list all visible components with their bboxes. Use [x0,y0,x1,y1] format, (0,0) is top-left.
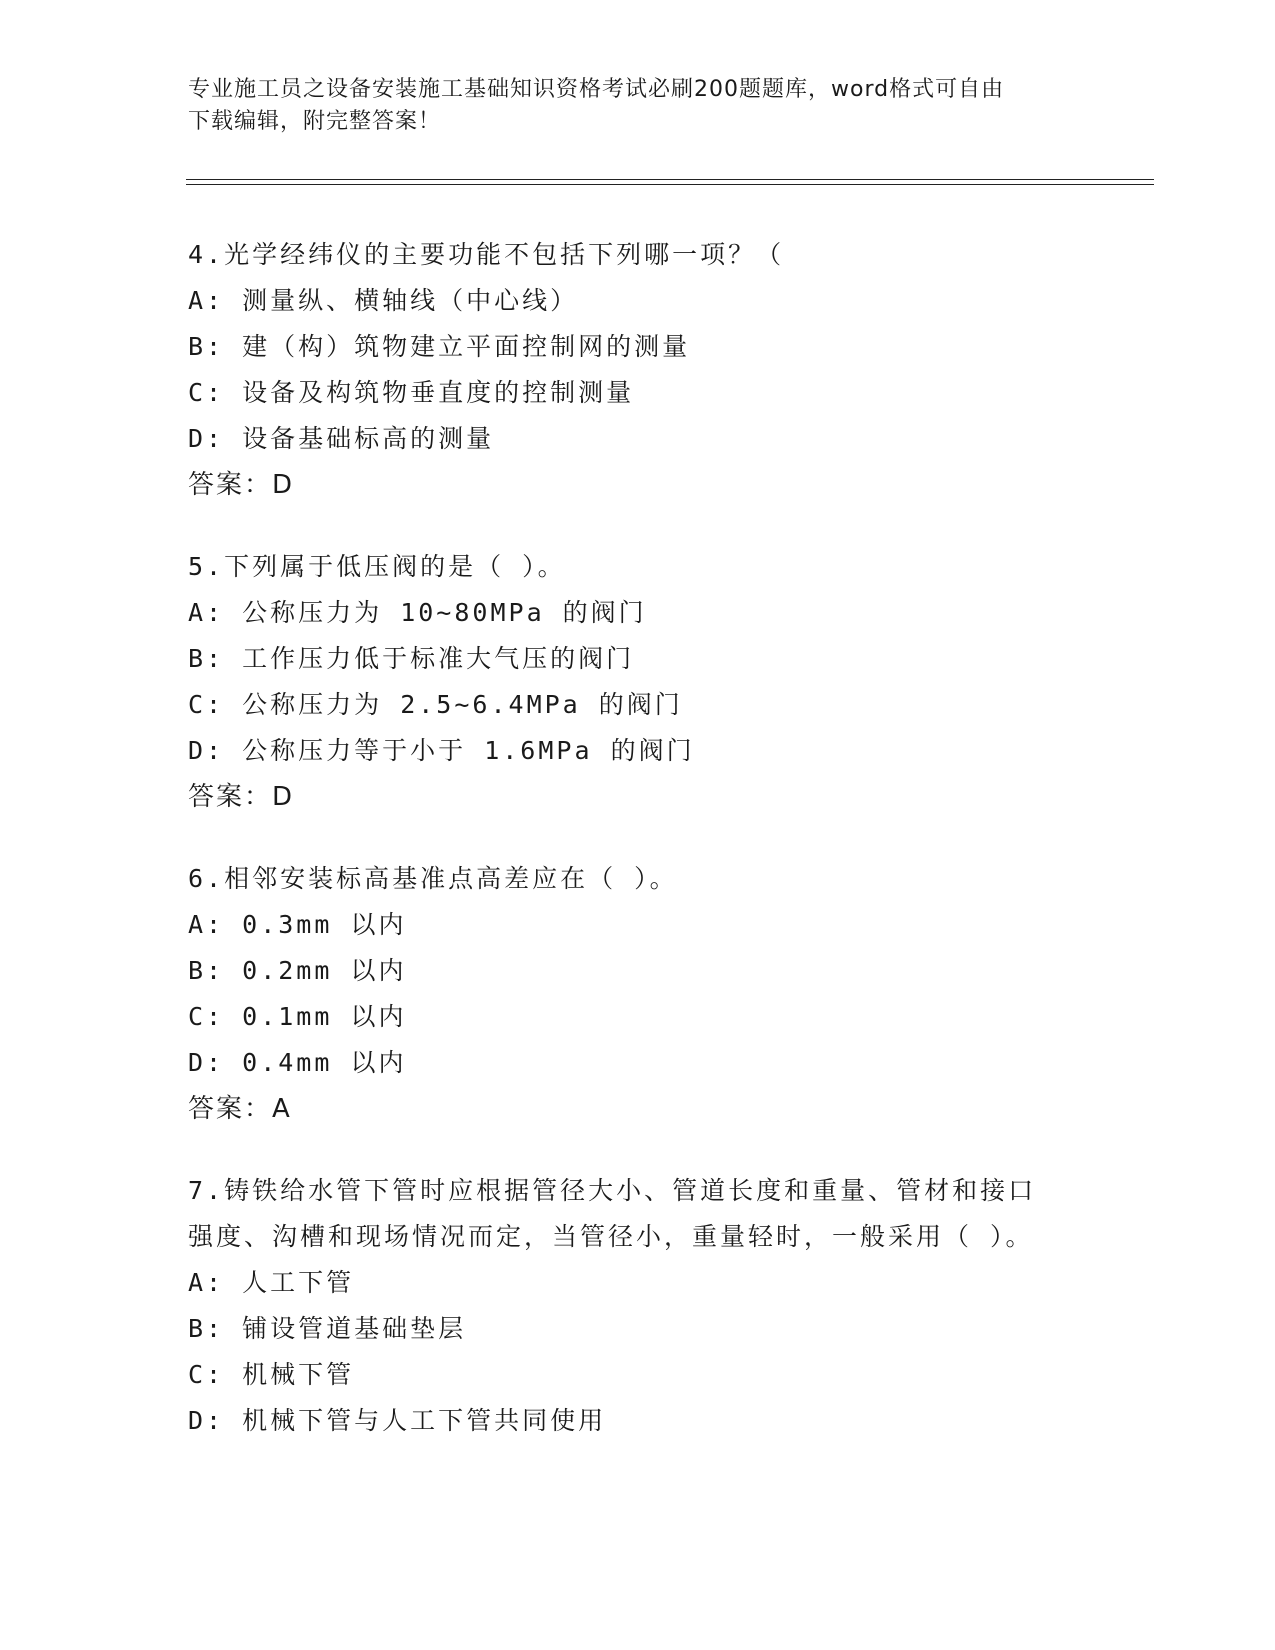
question-stem: 5.下列属于低压阀的是（ ）。 [188,552,566,581]
header-divider-top [186,179,1154,180]
option-b: B: 0.2mm 以内 [188,956,407,985]
header-divider-bottom [186,184,1154,185]
option-a: A: 人工下管 [188,1268,355,1297]
answer-line: 答案：A [188,1094,292,1124]
question-5 [188,544,1088,820]
option-d: D: 设备基础标高的测量 [188,424,495,453]
question-stem: 4.光学经纬仪的主要功能不包括下列哪一项？（ [188,240,785,269]
option-b: B: 工作压力低于标准大气压的阀门 [188,644,635,673]
option-b: B: 铺设管道基础垫层 [188,1314,467,1343]
question-stem-line-2: 强度、沟槽和现场情况而定，当管径小，重量轻时，一般采用（ ）。 [188,1222,1034,1251]
option-b: B: 建（构）筑物建立平面控制网的测量 [188,332,691,361]
document-header [188,74,1088,138]
option-c: C: 公称压力为 2.5~6.4MPa 的阀门 [188,690,683,719]
option-c: C: 机械下管 [188,1360,355,1389]
option-d: D: 公称压力等于小于 1.6MPa 的阀门 [188,736,695,765]
header-line-2: 下载编辑，附完整答案！ [188,109,442,134]
option-a: A: 测量纵、横轴线（中心线） [188,286,579,315]
question-stem: 6.相邻安装标高基准点高差应在（ ）。 [188,864,678,893]
answer-line: 答案：D [188,782,295,812]
header-line-1: 专业施工员之设备安装施工基础知识资格考试必刷200题题库，word格式可自由 [188,77,1005,102]
option-d: D: 0.4mm 以内 [188,1048,407,1077]
question-4 [188,232,1088,508]
option-a: A: 公称压力为 10~80MPa 的阀门 [188,598,647,627]
question-7 [188,1168,1088,1444]
option-c: C: 设备及构筑物垂直度的控制测量 [188,378,635,407]
answer-line: 答案：D [188,470,295,500]
option-a: A: 0.3mm 以内 [188,910,407,939]
question-stem-line-1: 7.铸铁给水管下管时应根据管径大小、管道长度和重量、管材和接口 [188,1176,1037,1205]
question-6 [188,856,1088,1132]
question-list [188,232,1088,1480]
option-d: D: 机械下管与人工下管共同使用 [188,1406,607,1435]
option-c: C: 0.1mm 以内 [188,1002,407,1031]
